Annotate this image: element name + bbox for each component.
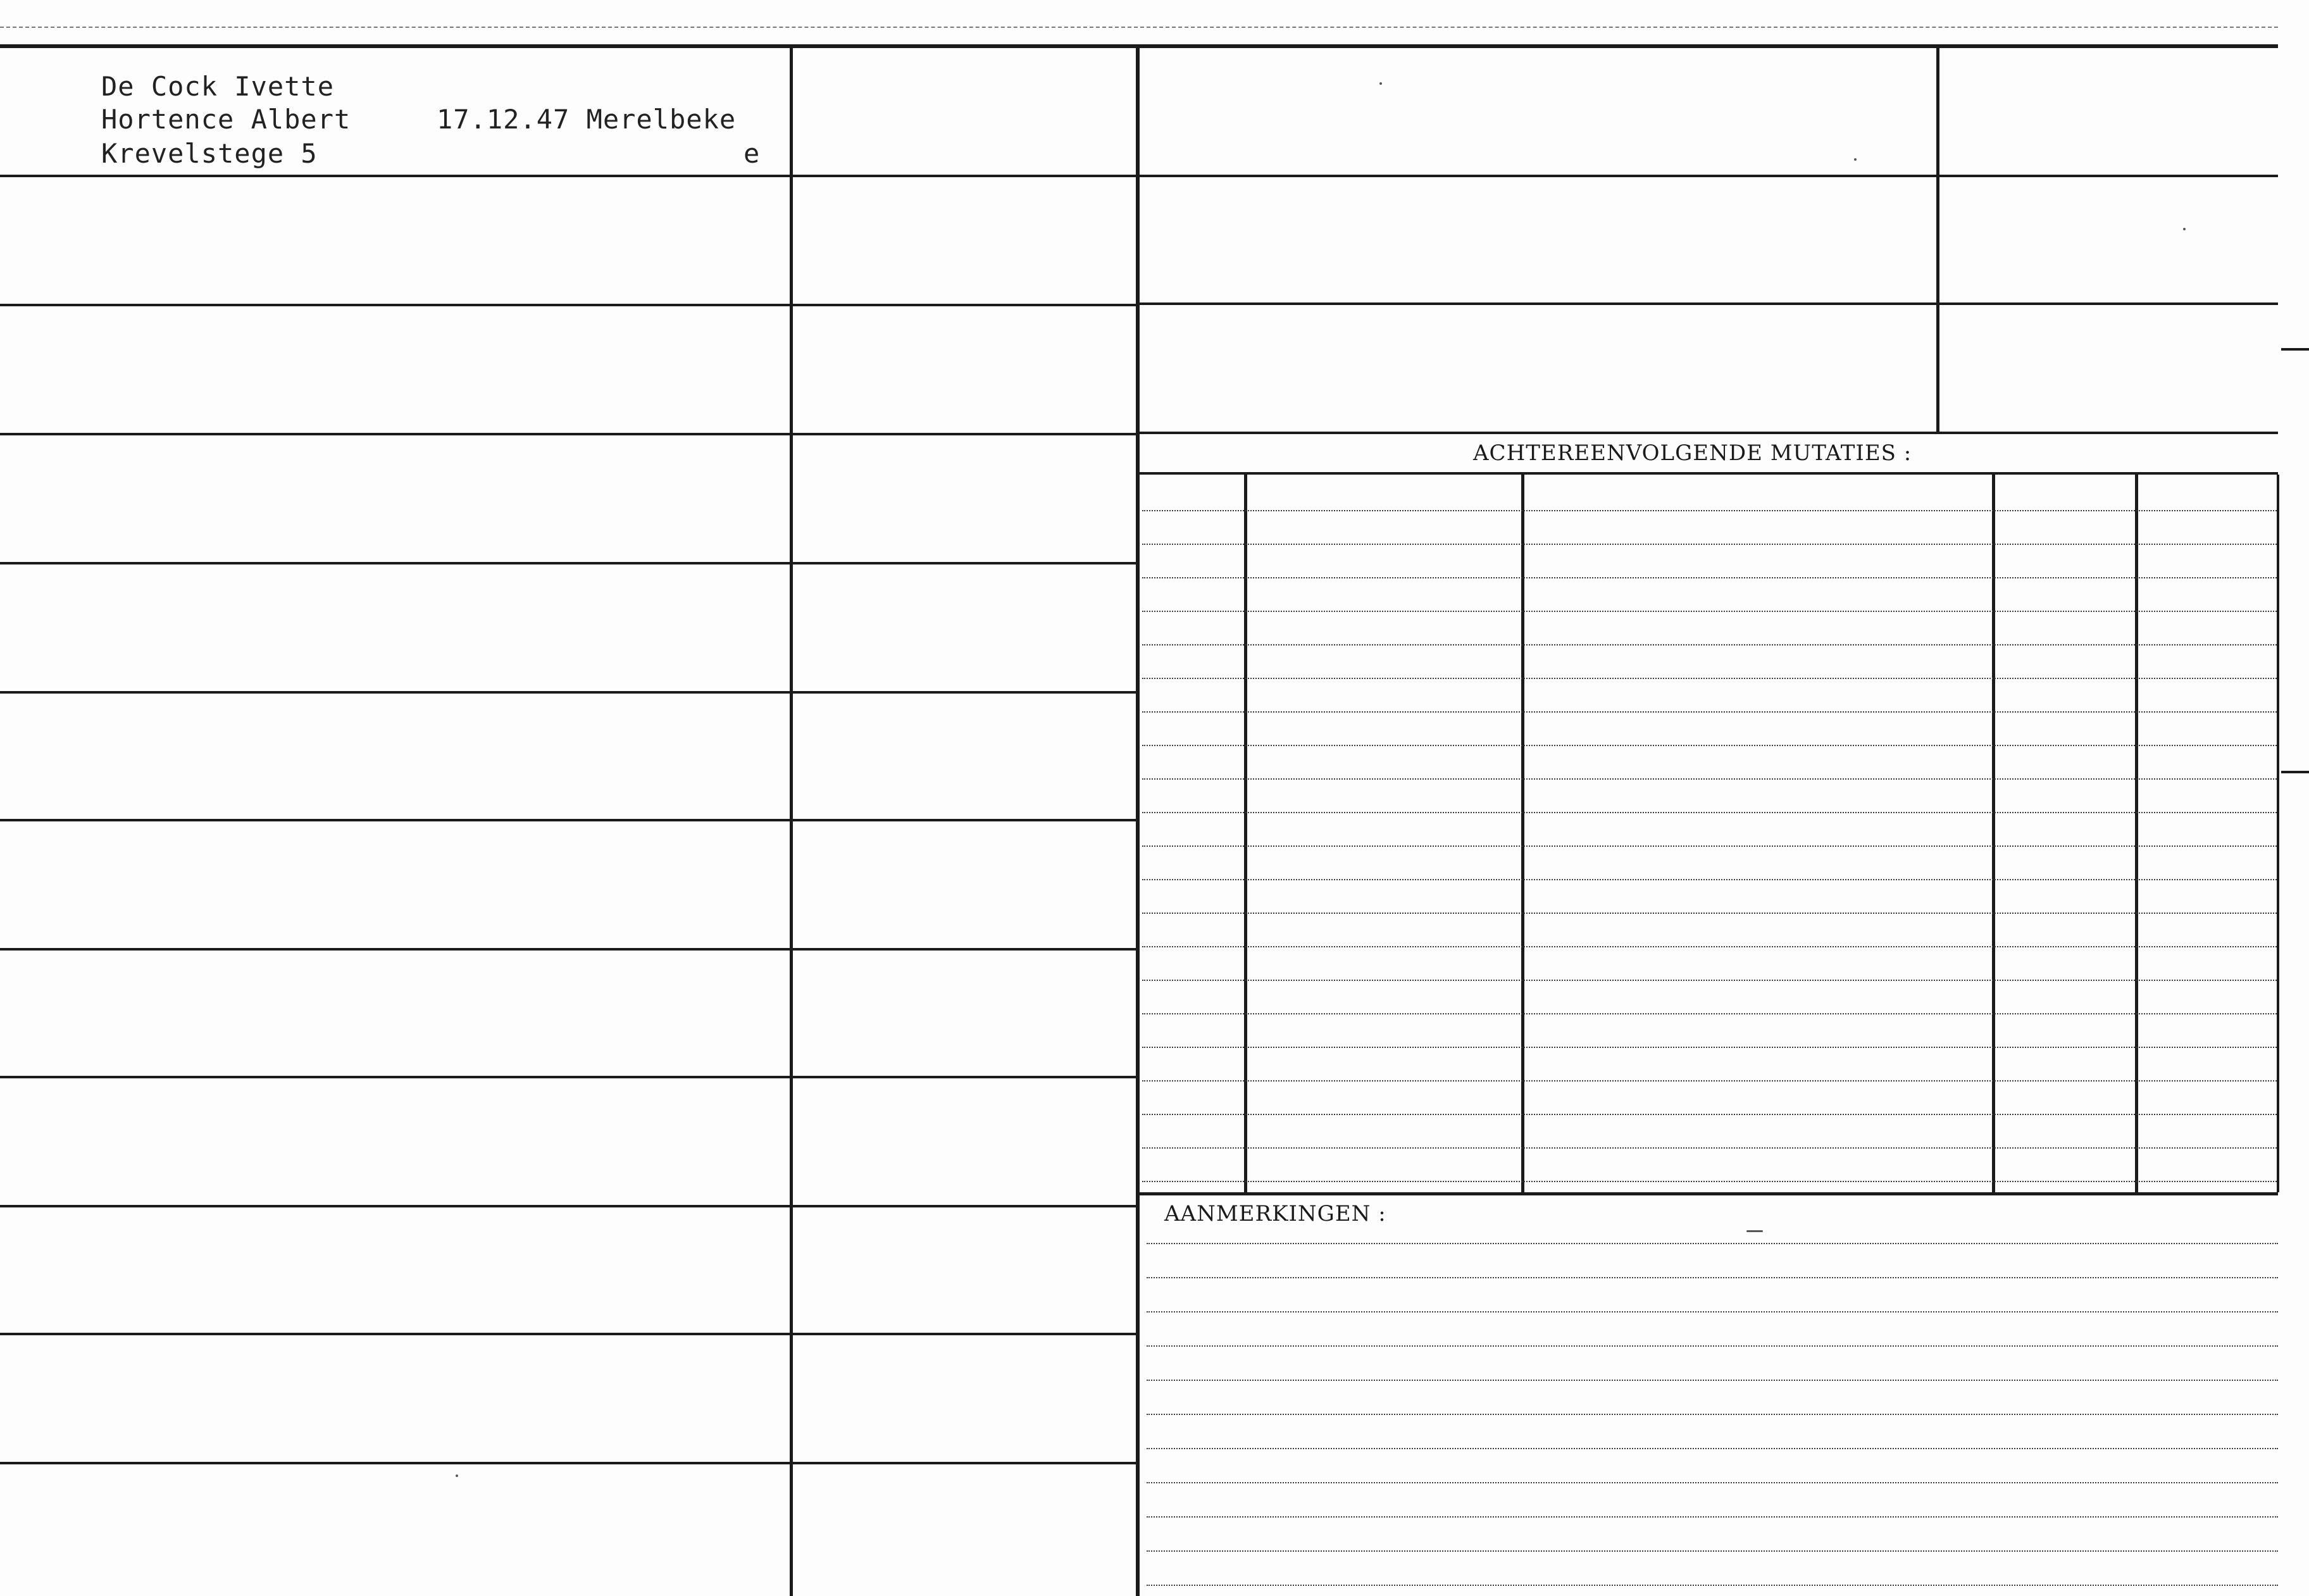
left-row-rule [0, 304, 1136, 306]
left-row-rule [0, 562, 1136, 564]
aanmerkingen-row-rule [1147, 1550, 2278, 1552]
right-top-row-1 [1140, 175, 2278, 177]
mutaties-col-5 [2277, 475, 2279, 1192]
left-row-rule [0, 433, 1136, 435]
mutaties-row-rule [1142, 1047, 2277, 1048]
mutaties-col-3 [1992, 475, 1995, 1192]
entry-line-2: Hortence Albert [101, 104, 351, 135]
aanmerkingen-row-rule [1147, 1277, 2278, 1278]
mutaties-row-rule [1142, 1147, 2277, 1149]
mutaties-row-rule [1142, 644, 2277, 645]
aanmerkingen-heading: AANMERKINGEN : [1164, 1201, 1386, 1226]
left-col-divider [790, 48, 793, 1596]
mutaties-heading: ACHTEREENVOLGENDE MUTATIES : [1473, 440, 1912, 466]
right-top-row-2 [1140, 302, 2278, 305]
left-row-rule [0, 1462, 1136, 1464]
mutaties-row-rule [1142, 1114, 2277, 1115]
left-row-rule [0, 948, 1136, 951]
center-divider [1136, 48, 1140, 1596]
entry-mark: e [744, 138, 761, 169]
mutaties-row-rule [1142, 778, 2277, 780]
scan-speck [2183, 228, 2186, 230]
left-row-rule [0, 1076, 1136, 1078]
mutaties-row-rule [1142, 1181, 2277, 1182]
scan-speck [456, 1474, 458, 1477]
mutaties-row-rule [1142, 1013, 2277, 1014]
mutaties-row-rule [1142, 611, 2277, 612]
mutaties-row-rule [1142, 577, 2277, 578]
aanmerkingen-row-rule [1147, 1311, 2278, 1312]
mutaties-col-4 [2135, 475, 2138, 1192]
mutaties-row-rule [1142, 678, 2277, 679]
left-row-rule [0, 691, 1136, 694]
scan-speck [1854, 158, 1857, 161]
edge-tick-1 [2281, 348, 2309, 351]
entry-line-3: Krevelstege 5 [101, 138, 318, 169]
right-top-row-3 [1140, 432, 2278, 434]
edge-tick-2 [2281, 771, 2309, 773]
mutaties-row-rule [1142, 1080, 2277, 1082]
aanmerkingen-row-rule [1147, 1243, 2278, 1244]
scan-speck [1746, 1230, 1763, 1232]
mutaties-col-1 [1244, 475, 1247, 1192]
aanmerkingen-row-rule [1147, 1482, 2278, 1483]
mutaties-row-rule [1142, 845, 2277, 847]
mutaties-row-rule [1142, 946, 2277, 947]
mutaties-row-rule [1142, 711, 2277, 713]
mutaties-row-rule [1142, 510, 2277, 511]
mutaties-bottom-rule [1140, 1192, 2278, 1195]
entry-date-place: 17.12.47 Merelbeke [437, 104, 737, 135]
mutaties-top-rule [1140, 472, 2278, 475]
left-row-rule [0, 1333, 1136, 1335]
aanmerkingen-row-rule [1147, 1585, 2278, 1586]
left-row-rule [0, 1205, 1136, 1207]
aanmerkingen-row-rule [1147, 1345, 2278, 1347]
left-row-rule [0, 175, 1136, 177]
mutaties-row-rule [1142, 879, 2277, 880]
left-row-rule [0, 819, 1136, 821]
entry-line-1: De Cock Ivette [101, 71, 335, 102]
aanmerkingen-row-rule [1147, 1414, 2278, 1415]
right-top-divider [1936, 48, 1939, 433]
mutaties-row-rule [1142, 544, 2277, 545]
mutaties-row-rule [1142, 812, 2277, 813]
aanmerkingen-row-rule [1147, 1448, 2278, 1449]
aanmerkingen-row-rule [1147, 1516, 2278, 1518]
aanmerkingen-row-rule [1147, 1380, 2278, 1381]
mutaties-col-2 [1521, 475, 1524, 1192]
scan-speck [1379, 82, 1382, 85]
top-dotted-rule [0, 27, 2278, 28]
mutaties-row-rule [1142, 913, 2277, 914]
mutaties-row-rule [1142, 980, 2277, 981]
mutaties-row-rule [1142, 745, 2277, 746]
